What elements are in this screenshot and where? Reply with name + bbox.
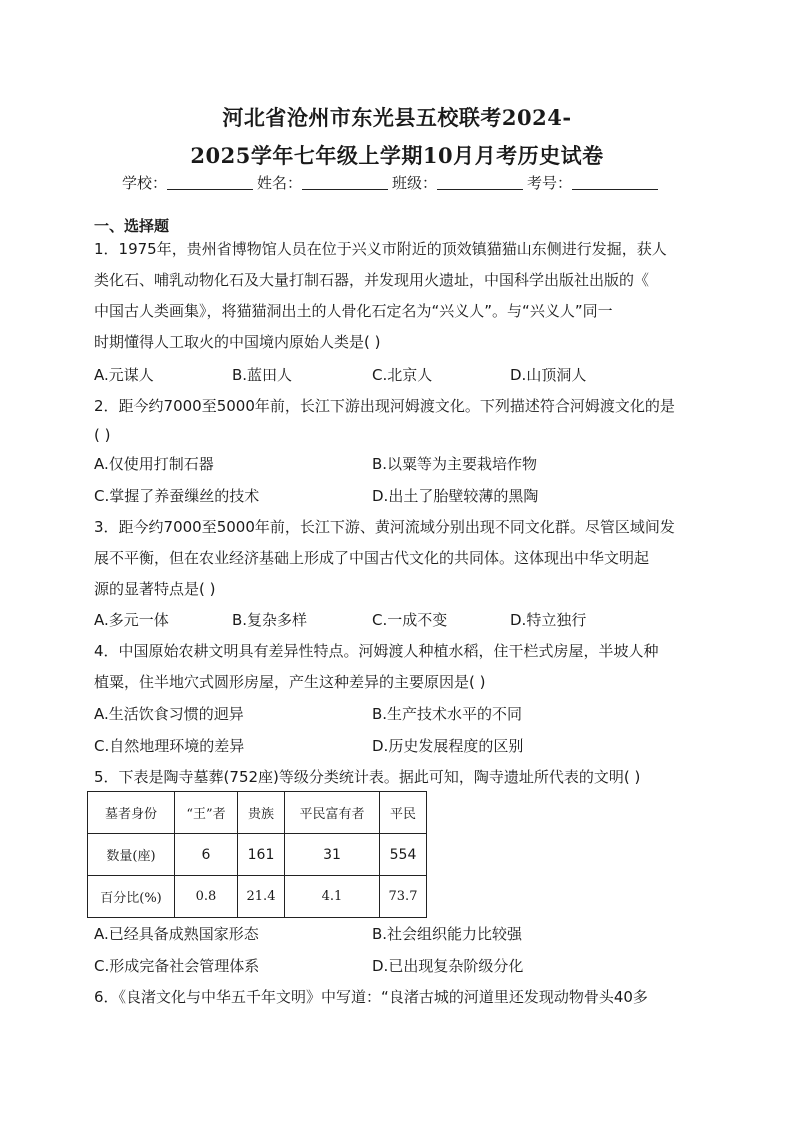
- class-blank[interactable]: [437, 175, 523, 190]
- name-blank[interactable]: [302, 175, 388, 190]
- q3-option-b[interactable]: B.复杂多样: [232, 611, 308, 629]
- table-cell: 73.7: [380, 876, 427, 918]
- exam-no-label: 考号：: [527, 174, 573, 192]
- q2-option-c[interactable]: C.掌握了养蚕缫丝的技术: [94, 487, 260, 505]
- school-label: 学校：: [122, 174, 168, 192]
- table-cell: 数量(座): [88, 834, 175, 876]
- q5-option-d[interactable]: D.已出现复杂阶级分化: [372, 957, 524, 975]
- table-header-cell: 平民: [380, 792, 427, 834]
- table-row: [88, 876, 427, 918]
- table-cell: 0.8: [175, 876, 238, 918]
- q2-option-a[interactable]: A.仅使用打制石器: [94, 455, 214, 473]
- table-cell: 31: [285, 834, 380, 876]
- table-header-cell: “王”者: [175, 792, 238, 834]
- q3-option-c[interactable]: C.一成不变: [372, 611, 448, 629]
- table-cell: 4.1: [285, 876, 380, 918]
- name-label: 姓名：: [257, 174, 303, 192]
- table-cell: 21.4: [238, 876, 285, 918]
- q4-option-b[interactable]: B.生产技术水平的不同: [372, 705, 523, 723]
- q2-option-d[interactable]: D.出土了胎壁较薄的黑陶: [372, 487, 539, 505]
- q1-line1: 1．1975年，贵州省博物馆人员在位于兴义市附近的顶效镇猫猫山东侧进行发掘，获人: [94, 240, 667, 258]
- school-blank[interactable]: [167, 175, 253, 190]
- q2-line2: ( ): [94, 426, 111, 444]
- q1-line3: 中国古人类画集》，将猫猫洞出土的人骨化石定名为“兴义人”。与“兴义人”同一: [94, 302, 613, 320]
- table-header-cell: 墓者身份: [88, 792, 175, 834]
- q1-option-c[interactable]: C.北京人: [372, 366, 433, 384]
- q6-line1: 6．《良渚文化与中华五千年文明》中写道：“良渚古城的河道里还发现动物骨头40多: [94, 988, 648, 1006]
- q4-line2: 植粟，住半地穴式圆形房屋，产生这种差异的主要原因是( ): [94, 673, 486, 691]
- q2-line1: 2．距今约7000至5000年前，长江下游出现河姆渡文化。下列描述符合河姆渡文化的是: [94, 397, 675, 415]
- section-title: 一、选择题: [94, 217, 170, 235]
- q5-option-a[interactable]: A.已经具备成熟国家形态: [94, 925, 259, 943]
- exam-title-line2: 2025学年七年级上学期10月月考历史试卷: [190, 143, 604, 168]
- table-cell: 6: [175, 834, 238, 876]
- q1-line2: 类化石、哺乳动物化石及大量打制石器，并发现用火遗址，中国科学出版社出版的《: [94, 271, 650, 289]
- tomb-grade-table: [87, 791, 427, 918]
- q4-option-c[interactable]: C.自然地理环境的差异: [94, 737, 245, 755]
- q4-line1: 4．中国原始农耕文明具有差异性特点。河姆渡人种植水稻，住干栏式房屋，半坡人种: [94, 642, 659, 660]
- q3-option-d[interactable]: D.特立独行: [510, 611, 587, 629]
- q1-option-a[interactable]: A.元谋人: [94, 366, 154, 384]
- q4-option-a[interactable]: A.生活饮食习惯的迥异: [94, 705, 244, 723]
- q5-option-c[interactable]: C.形成完备社会管理体系: [94, 957, 260, 975]
- table-header-row: [88, 792, 427, 834]
- exam-title-line1: 河北省沧州市东光县五校联考2024-: [222, 105, 572, 130]
- class-label: 班级：: [392, 174, 438, 192]
- table-cell: 百分比(%): [88, 876, 175, 918]
- student-info-row: [122, 172, 662, 193]
- q1-option-b[interactable]: B.蓝田人: [232, 366, 293, 384]
- q3-line3: 源的显著特点是( ): [94, 580, 216, 598]
- exam-no-blank[interactable]: [572, 175, 658, 190]
- table-header-cell: 贵族: [238, 792, 285, 834]
- q3-option-a[interactable]: A.多元一体: [94, 611, 169, 629]
- table-row: [88, 834, 427, 876]
- table-header-cell: 平民富有者: [285, 792, 380, 834]
- q3-line2: 展不平衡，但在农业经济基础上形成了中国古代文化的共同体。这体现出中华文明起: [94, 549, 650, 567]
- q2-option-b[interactable]: B.以粟等为主要栽培作物: [372, 455, 538, 473]
- table-cell: 554: [380, 834, 427, 876]
- q1-line4: 时期懂得人工取火的中国境内原始人类是( ): [94, 333, 381, 351]
- table-cell: 161: [238, 834, 285, 876]
- q1-option-d[interactable]: D.山顶洞人: [510, 366, 587, 384]
- q5-line1: 5．下表是陶寺墓葬(752座)等级分类统计表。据此可知，陶寺遗址所代表的文明( ): [94, 768, 641, 786]
- q4-option-d[interactable]: D.历史发展程度的区别: [372, 737, 524, 755]
- q5-option-b[interactable]: B.社会组织能力比较强: [372, 925, 523, 943]
- q3-line1: 3．距今约7000至5000年前，长江下游、黄河流域分别出现不同文化群。尽管区域间发: [94, 518, 675, 536]
